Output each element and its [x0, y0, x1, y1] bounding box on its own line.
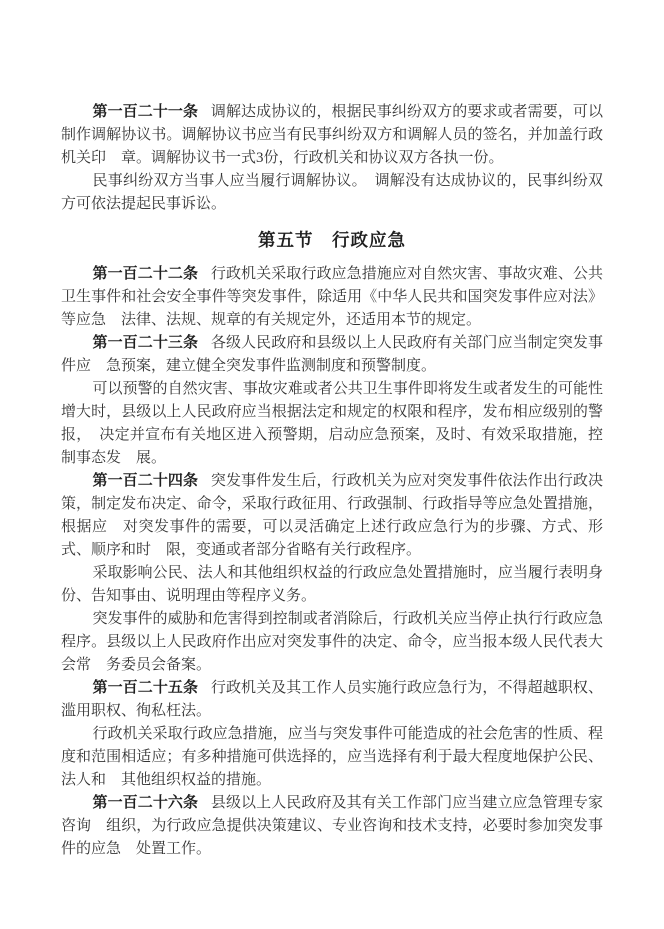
article-number: 第一百二十四条 [92, 473, 199, 489]
paragraph [61, 170, 603, 216]
section-heading: 第五节 行政应急 [258, 230, 406, 250]
paragraph-text: 突发事件的威胁和危害得到控制或者消除后，行政机关应当停止执行行政应急程序。县级以上人民政府作出应对突发事件的决定、命令，应当报本级人民代表大会常 务委员会备案。 [61, 611, 603, 673]
paragraph-text: 行政机关及其工作人员实施行政应急行为，不得超越职权、滥用职权、徇私枉法。 [61, 680, 603, 719]
paragraph-text: 民事纠纷双方当事人应当履行调解协议。 调解没有达成协议的，民事纠纷双方可依法提起民事诉讼。 [61, 173, 603, 212]
document-content [61, 101, 603, 861]
paragraph-article-122 [61, 263, 603, 332]
paragraph-text: 突发事件发生后，行政机关为应对突发事件依法作出行政决策，制定发布决定、命令，采取行政征用、行政强制、行政指导等应急处置措施，根据应 对突发事件的需要，可以灵活确定上述行政应急行为的步骤、方式、形式、顺序和时 限，变通或者部分省略有关行政程序。 [61, 473, 603, 558]
paragraph [61, 562, 603, 608]
article-number: 第一百二十六条 [92, 795, 199, 811]
paragraph-article-124 [61, 470, 603, 562]
paragraph-article-123 [61, 332, 603, 378]
article-number: 第一百二十五条 [92, 680, 199, 696]
paragraph-text: 行政机关采取行政应急措施，应当与突发事件可能造成的社会危害的性质、程度和范围相适应；有多种措施可供选择的，应当选择有利于最大程度地保护公民、法人和 其他组织权益的措施。 [61, 726, 603, 788]
paragraph [61, 723, 603, 792]
article-number: 第一百二十二条 [92, 266, 199, 282]
article-number: 第一百二十一条 [92, 104, 199, 120]
paragraph-article-125 [61, 677, 603, 723]
paragraph-article-121 [61, 101, 603, 170]
paragraph-text: 各级人民政府和县级以上人民政府有关部门应当制定突发事件应 急预案，建立健全突发事件监测制度和预警制度。 [61, 335, 603, 374]
paragraph-text: 可以预警的自然灾害、事故灾难或者公共卫生事件即将发生或者发生的可能性增大时，县级以上人民政府应当根据法定和规定的权限和程序，发布相应级别的警报， 决定并宣布有关地区进入预警期，启动应急预案，及时、有效采取措施，控制事态发 展。 [61, 381, 603, 466]
paragraph [61, 608, 603, 677]
paragraph-text: 采取影响公民、法人和其他组织权益的行政应急处置措施时，应当履行表明身份、告知事由、说明理由等程序义务。 [61, 565, 603, 604]
article-number: 第一百二十三条 [92, 335, 199, 351]
paragraph [61, 378, 603, 470]
paragraph-article-126 [61, 792, 603, 861]
paragraph-text: 调解达成协议的，根据民事纠纷双方的要求或者需要，可以制作调解协议书。调解协议书应当有民事纠纷双方和调解人员的签名，并加盖行政机关印 章。调解协议书一式3份，行政机关和协议双方各执一份。 [61, 104, 603, 166]
paragraph-text: 行政机关采取行政应急措施应对自然灾害、事故灾难、公共卫生事件和社会安全事件等突发事件，除适用《中华人民共和国突发事件应对法》等应急 法律、法规、规章的有关规定外，还适用本节的规定。 [61, 266, 603, 328]
paragraph-text: 县级以上人民政府及其有关工作部门应当建立应急管理专家咨询 组织，为行政应急提供决策建议、专业咨询和技术支持，必要时参加突发事件的应急 处置工作。 [61, 795, 603, 857]
